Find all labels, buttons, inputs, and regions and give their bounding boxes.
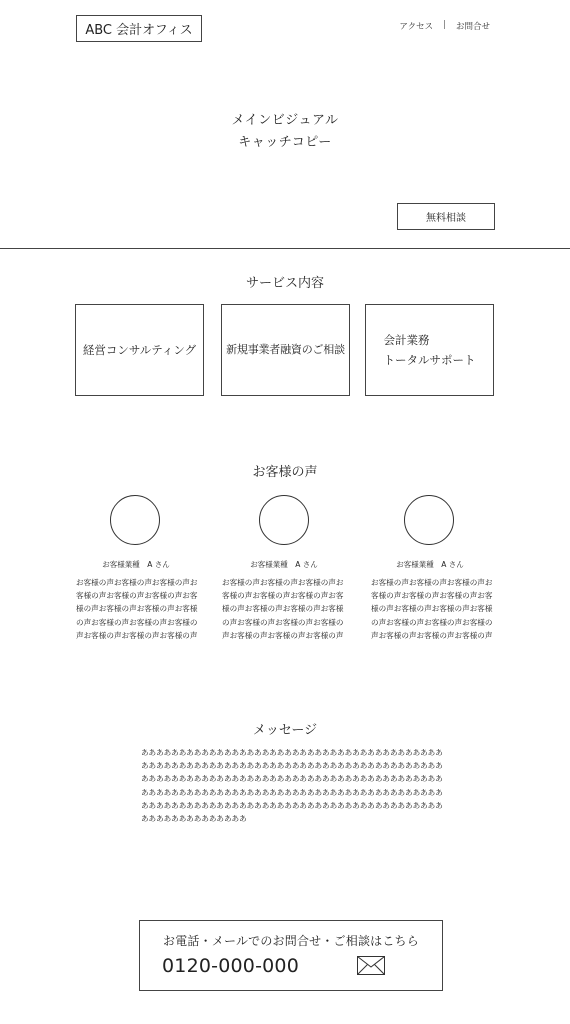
testimonial-text: お客様の声お客様の声お客様の声お客様の声お客様の声お客様の声お客様の声お客様の声お客様の声お客様の声お客様の声お客様の声お客様の声お客様の声お客様の声お客様の声 (371, 578, 493, 640)
contact-phone[interactable]: 0120-000-000 (162, 955, 299, 977)
testimonials-title: お客様の声 (252, 465, 318, 480)
hero-catchcopy: キャッチコピー (238, 135, 332, 150)
customer-name: お客様業種 A さん (396, 560, 464, 569)
hero-divider (0, 248, 570, 249)
message-paragraph: ああああああああああああああああああああああああああああああああああああああああああああああああああああああああああああああああああああああああああああああああああああああああああああああああああああああああああああああああああああああああああああああああああああああ (141, 774, 443, 824)
testimonial-text: お客様の声お客様の声お客様の声お客様の声お客様の声お客様の声お客様の声お客様の声お客様の声お客様の声お客様の声お客様の声お客様の声お客様の声お客様の声お客様の声 (76, 578, 198, 640)
site-logo[interactable]: ABC 会計オフィス (76, 15, 202, 42)
nav-link-access[interactable]: アクセス (399, 22, 434, 32)
service-card-financing[interactable] (221, 304, 350, 396)
service-card-consulting[interactable] (75, 304, 204, 396)
customer-name: お客様業種 A さん (102, 560, 170, 569)
service-card-accounting[interactable] (365, 304, 494, 396)
header-nav (399, 20, 490, 32)
free-consultation-button[interactable]: 無料相談 (397, 203, 495, 230)
avatar (110, 495, 160, 545)
service-card-label: 会計業務 (383, 333, 430, 347)
customer-name: お客様業種 A さん (250, 560, 318, 569)
message-body (141, 746, 443, 825)
message-paragraph: ああああああああああああああああああああああああああああああああああああああああああああああああああああああああああああああああああああああああああああああああ (141, 748, 443, 771)
service-card-label: 経営コンサルティング (82, 343, 197, 357)
hero-main-visual-text: メインビジュアル (231, 113, 339, 128)
hero-main-visual (0, 110, 570, 154)
message-title: メッセージ (252, 723, 318, 738)
nav-link-contact[interactable]: お問合せ (455, 22, 490, 32)
services-title: サービス内容 (245, 276, 324, 291)
avatar (259, 495, 309, 545)
mail-icon[interactable] (357, 956, 385, 975)
service-card-label: 新規事業者融資のご相談 (226, 343, 345, 356)
service-card-label-2: トータルサポート (383, 353, 476, 367)
contact-label: お電話・メールでのお問合せ・ご相談はこちら (163, 934, 419, 948)
nav-separator: | (443, 20, 446, 30)
testimonial-text: お客様の声お客様の声お客様の声お客様の声お客様の声お客様の声お客様の声お客様の声お客様の声お客様の声お客様の声お客様の声お客様の声お客様の声お客様の声お客様の声 (222, 578, 344, 640)
avatar (404, 495, 454, 545)
